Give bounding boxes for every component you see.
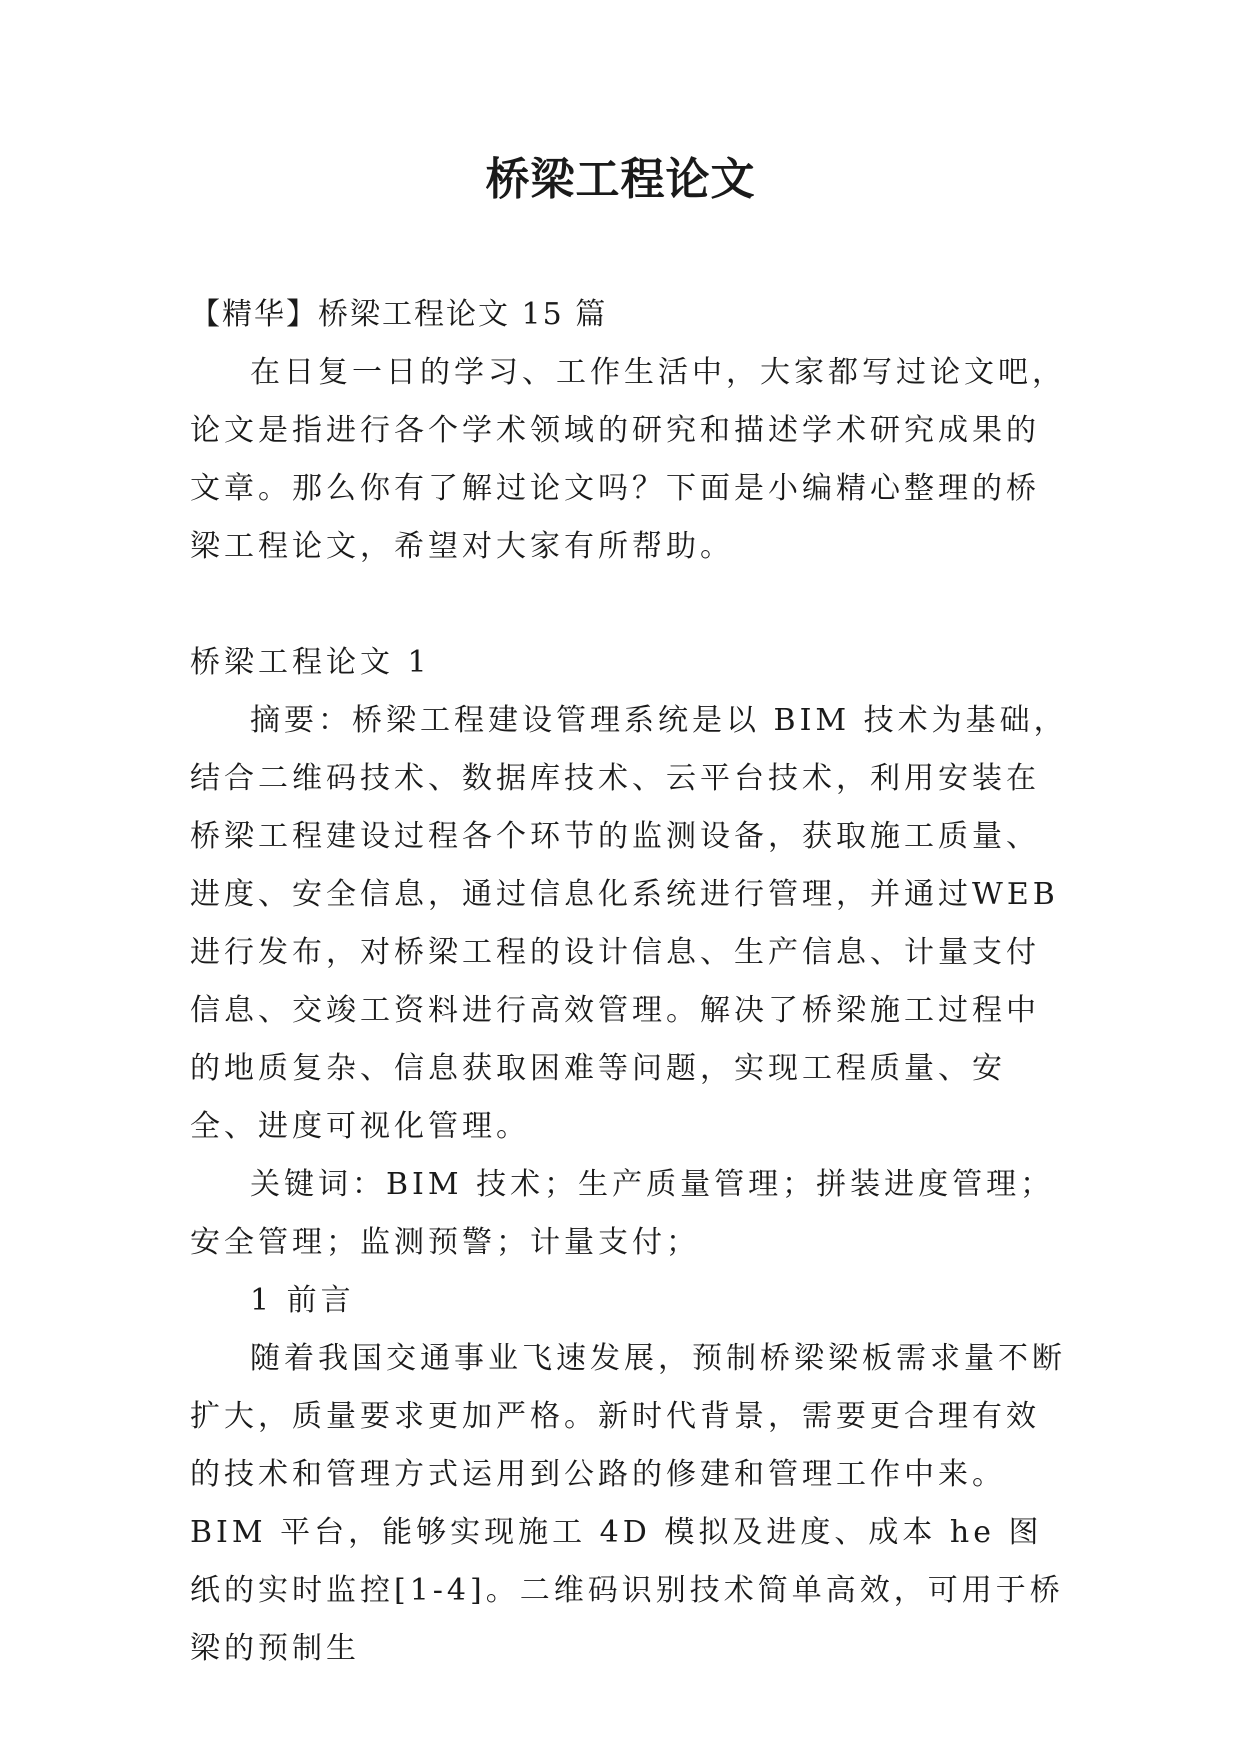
document-title: 桥梁工程论文 [485,154,756,205]
section-spacer [190,576,1070,634]
abstract-paragraph: 摘要：桥梁工程建设管理系统是以 BIM 技术为基础，结合二维码技术、数据库技术、云平台技术，利用安装在桥梁工程建设过程各个环节的监测设备，获取施工质量、进度、安全信息，通过信息化系统进行管理，并通过WEB进行发布，对桥梁工程的设计信息、生产信息、计量支付信息、交竣工资料进行高效管理。解决了桥梁施工过程中的地质复杂、信息获取困难等问题，实现工程质量、安全、进度可视化管理。 [190,703,1068,1144]
keywords-paragraph: 关键词：BIM 技术；生产质量管理；拼装进度管理；安全管理；监测预警；计量支付； [190,1167,1055,1260]
preface-heading: 1 前言 [250,1283,355,1318]
collection-subtitle: 【精华】桥梁工程论文 15 篇 [190,297,608,332]
document-body [190,286,1070,1678]
section-heading: 桥梁工程论文 1 [190,645,431,680]
intro-paragraph: 在日复一日的学习、工作生活中，大家都写过论文吧，论文是指进行各个学术领域的研究和描述学术研究成果的文章。那么你有了解过论文吗？下面是小编精心整理的桥梁工程论文，希望对大家有所帮助。 [190,355,1066,564]
preface-paragraph: 随着我国交通事业飞速发展，预制桥梁梁板需求量不断扩大，质量要求更加严格。新时代背景，需要更合理有效的技术和管理方式运用到公路的修建和管理工作中来。BIM 平台，能够实现施工 4D 模拟及进度、成本 he 图纸的实时监控[1-4]。二维码识别技术简单高效，可用于桥梁的预制生 [190,1341,1066,1666]
